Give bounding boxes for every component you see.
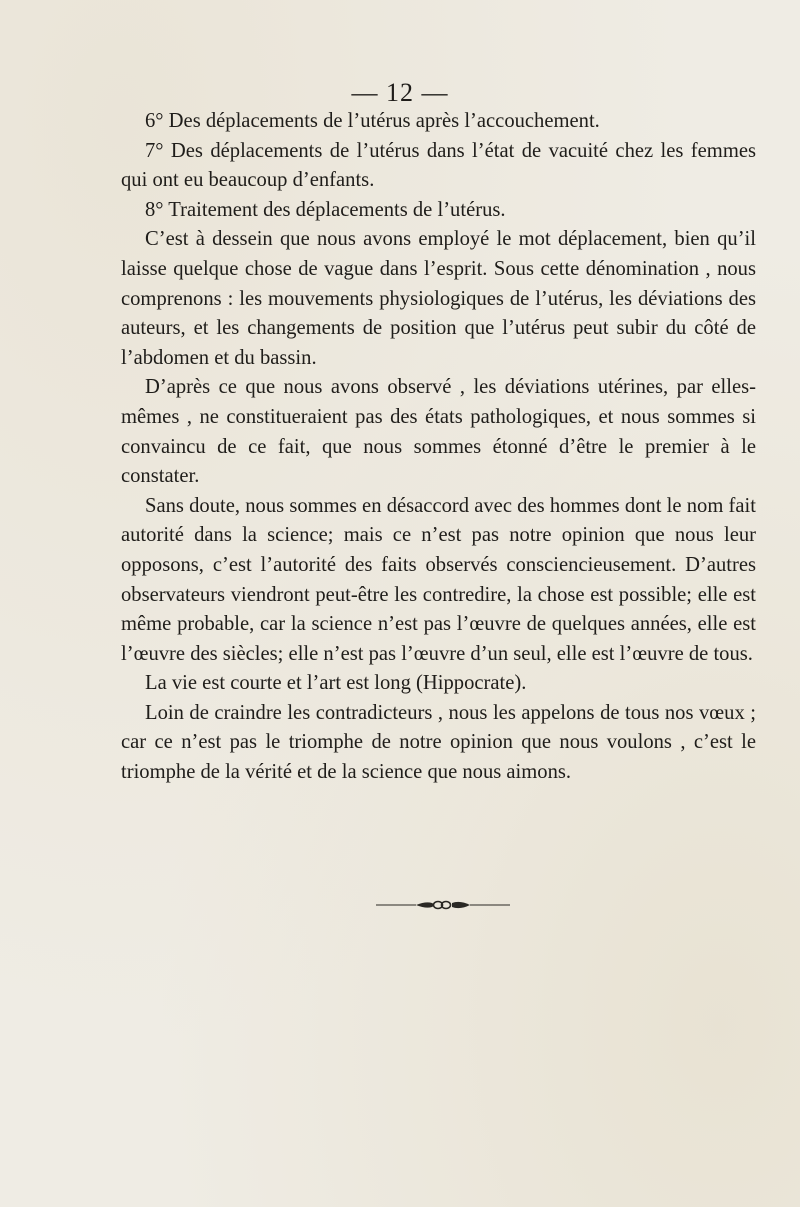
paragraph-quote: La vie est courte et l’art est long (Hippocrate).: [145, 672, 527, 695]
body-text: [121, 107, 756, 788]
paragraph-observation: D’après ce que nous avons observé , les déviations utérines, par elles-mêmes , ne constitueraient pas des états pathologiques, et nous sommes si convaincu de ce fait, que nous sommes étonné d’être le premier à le constater.: [121, 376, 756, 488]
decorative-rule-ornament-icon: [376, 898, 510, 912]
paragraph-conclusion: Loin de craindre les contradicteurs , nous les appelons de tous nos vœux ; car ce n’est pas le triomphe de notre opinion que nous voulons , c’est le triomphe de la vérité et de la science que nous aimons.: [121, 701, 756, 784]
list-item-6: 6° Des déplacements de l’utérus après l’accouchement.: [145, 110, 600, 132]
paragraph-definition: C’est à dessein que nous avons employé le mot déplacement, bien qu’il laisse quelque chose de vague dans l’esprit. Sous cette dénomination , nous comprenons : les mouvements physiologiques de l’utérus, les déviations des auteurs, et les changements de position que l’utérus peut subir du côté de l’abdomen et du bassin.: [121, 228, 756, 369]
list-item-8: 8° Traitement des déplacements de l’utérus.: [145, 198, 506, 221]
page-number: — 12 —: [351, 78, 449, 107]
paragraph-disagreement: Sans doute, nous sommes en désaccord avec des hommes dont le nom fait autorité dans la science; mais ce n’est pas notre opinion que nous leur opposons, c’est l’autorité des faits observés consciencieusement. D’autres observateurs viendront peut-être les contredire, la chose est possible; elle est même probable, car la science n’est pas l’œuvre de quelques années, elle est l’œuvre des siècles; elle n’est pas l’œuvre d’un seul, elle est l’œuvre de tous.: [121, 494, 756, 665]
list-item-7: 7° Des déplacements de l’utérus dans l’état de vacuité chez les femmes qui ont eu beaucoup d’enfants.: [121, 139, 756, 192]
